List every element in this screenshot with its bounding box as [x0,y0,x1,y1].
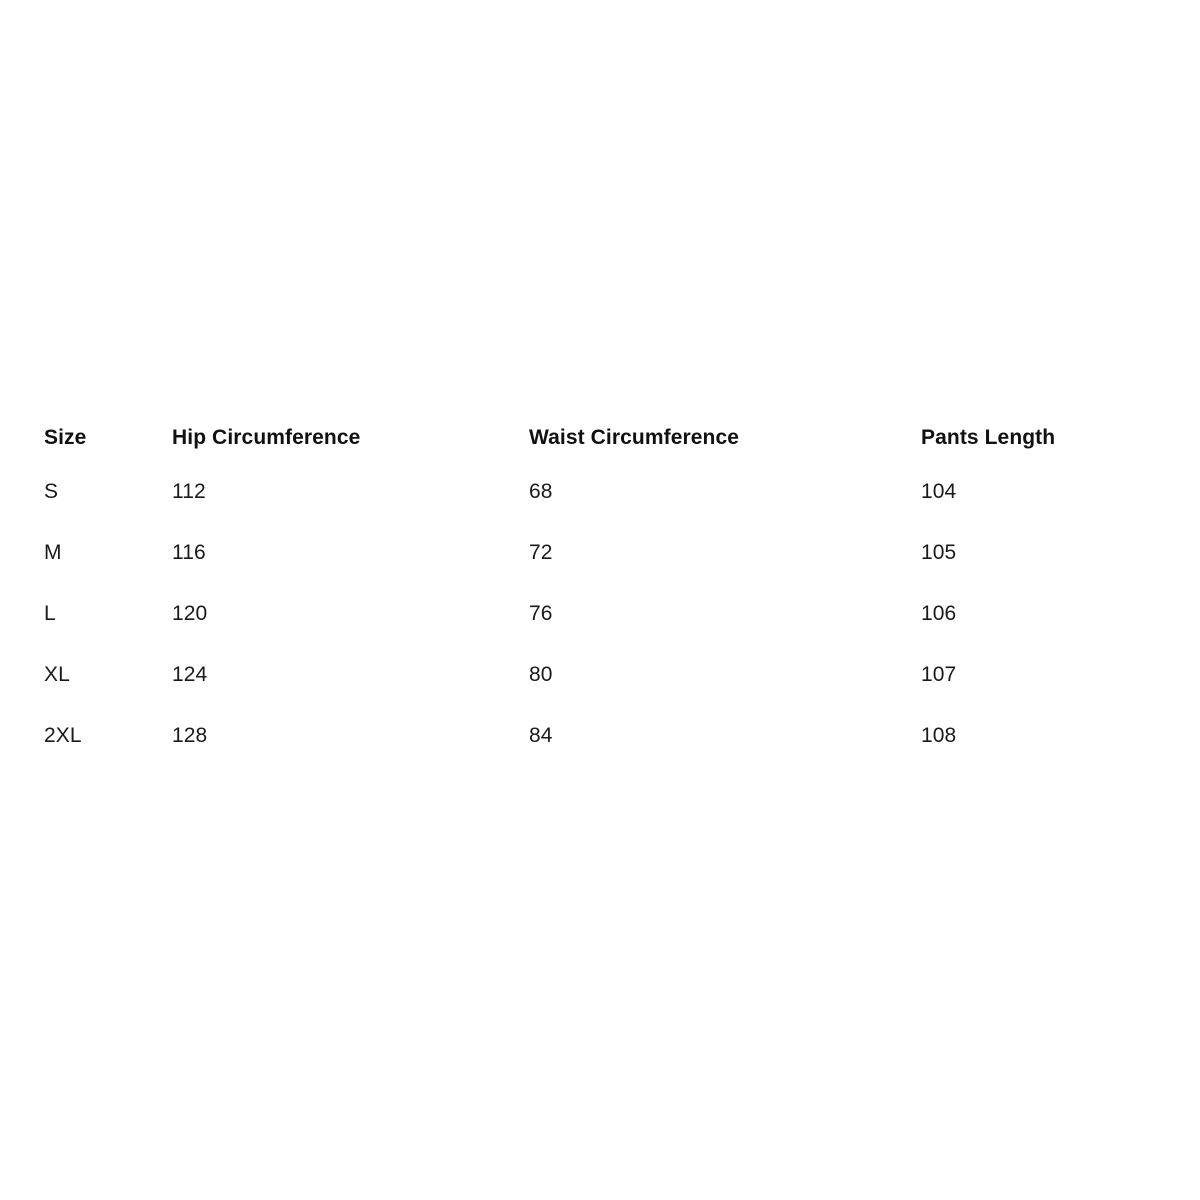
cell-waist: 68 [529,480,553,503]
cell-length: 105 [921,541,957,564]
cell-size: 2XL [44,724,82,747]
cell-length: 107 [921,663,957,686]
table-row [44,480,1104,541]
cell-waist: 80 [529,663,553,686]
cell-hip: 112 [172,480,206,503]
table-body [44,480,1104,748]
column-header-hip-circumference: Hip Circumference [172,426,361,449]
cell-hip: 116 [172,541,206,564]
cell-size: L [44,602,56,625]
table-row [44,541,1104,602]
cell-waist: 76 [529,602,553,625]
cell-waist: 84 [529,724,553,747]
column-header-pants-length: Pants Length [921,426,1056,449]
cell-size: XL [44,663,70,686]
cell-size: M [44,541,62,564]
size-chart [44,426,1104,748]
table-header [44,426,1104,480]
column-header-size: Size [44,426,87,449]
cell-hip: 128 [172,724,208,747]
table-row [44,724,1104,748]
cell-hip: 124 [172,663,208,686]
cell-length: 104 [921,480,957,503]
column-header-waist-circumference: Waist Circumference [529,426,740,449]
size-chart-table [44,426,1104,748]
table-row [44,663,1104,724]
table-row [44,602,1104,663]
cell-length: 106 [921,602,957,625]
table-header-row [44,426,1104,480]
cell-size: S [44,480,59,503]
cell-waist: 72 [529,541,553,564]
cell-hip: 120 [172,602,208,625]
cell-length: 108 [921,724,957,747]
